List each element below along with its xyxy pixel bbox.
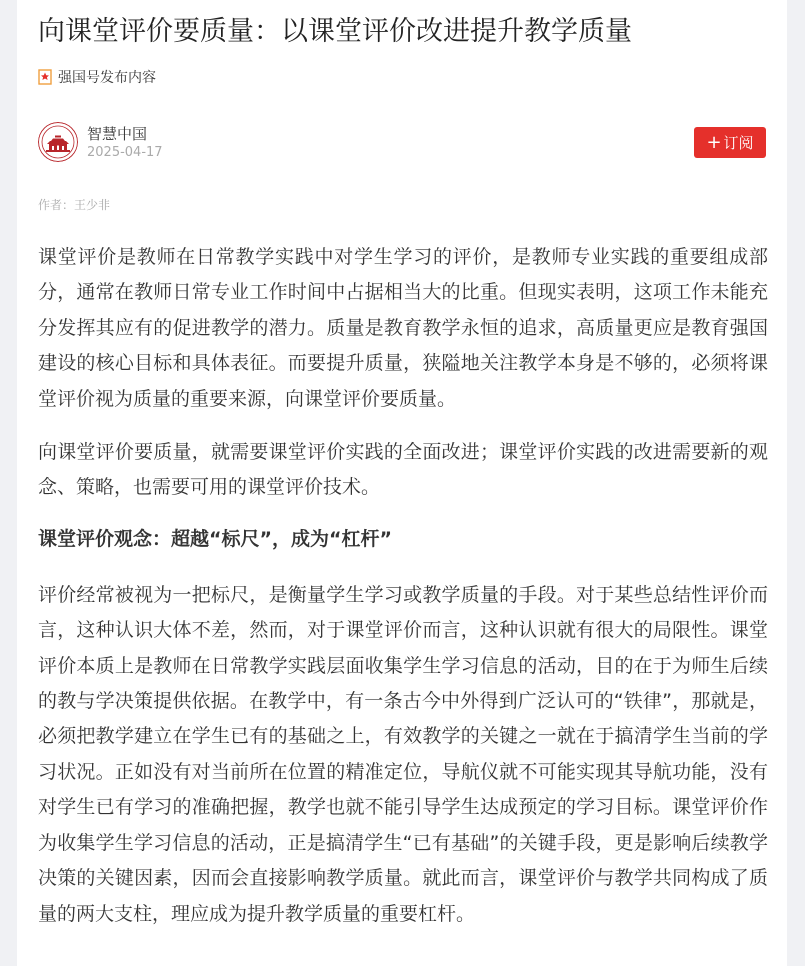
- paragraph: 评价经常被视为一把标尺，是衡量学生学习或教学质量的手段。对于某些总结性评价而言，这种认识大体不差，然而，对于课堂评价而言，这种认识就有很大的局限性。课堂评价本质上是教师在日常教学实践层面收集学生学习信息的活动，目的在于为师生后续的教与学决策提供依据。在教学中，有一条古今中外得到广泛认可的“铁律”，那就是，必须把教学建立在学生已有的基础之上，有效教学的关键之一就在于搞清学生当前的学习状况。正如没有对当前所在位置的精准定位，导航仪就不可能实现其导航功能，没有对学生已有学习的准确把握，教学也就不能引导学生达成预定的学习目标。课堂评价作为收集学生学习信息的活动，正是搞清学生“已有基础”的关键手段，更是影响后续教学决策的关键因素，因而会直接影响教学质量。就此而言，课堂评价与教学共同构成了质量的两大支柱，理应成为提升教学质量的重要杠杆。: [38, 583, 768, 925]
- author-row: [38, 122, 766, 164]
- article-page: [17, 0, 787, 966]
- article-body: [38, 240, 768, 950]
- publish-date: 2025-04-17: [87, 145, 163, 160]
- source-tag: [38, 66, 156, 88]
- byline-prefix: 作者：: [38, 198, 75, 212]
- section-heading: 课堂评价观念：超越“标尺”，成为“杠杆”: [38, 527, 392, 550]
- paragraph: 向课堂评价要质量，就需要课堂评价实践的全面改进；课堂评价实践的改进需要新的观念、策略，也需要可用的课堂评价技术。: [38, 441, 768, 499]
- source-label: 强国号发布内容: [58, 70, 156, 86]
- bookmark-badge-icon: [38, 69, 52, 85]
- byline: [38, 196, 110, 213]
- author-name[interactable]: 智慧中国: [87, 125, 148, 143]
- subscribe-button[interactable]: [694, 127, 766, 158]
- byline-author: 王少非: [74, 198, 111, 212]
- author-avatar[interactable]: [38, 122, 78, 162]
- tiananmen-logo-icon: [38, 122, 78, 162]
- paragraph: 课堂评价是教师在日常教学实践中对学生学习的评价，是教师专业实践的重要组成部分，通常在教师日常专业工作时间中占据相当大的比重。但现实表明，这项工作未能充分发挥其应有的促进教学的潜力。质量是教育教学永恒的追求，高质量更应是教育强国建设的核心目标和具体表征。而要提升质量，狭隘地关注教学本身是不够的，必须将课堂评价视为质量的重要来源，向课堂评价要质量。: [38, 246, 768, 410]
- subscribe-label: 订阅: [723, 134, 754, 152]
- plus-icon: +: [706, 131, 722, 153]
- article-title: 向课堂评价要质量：以课堂评价改进提升教学质量: [38, 16, 632, 47]
